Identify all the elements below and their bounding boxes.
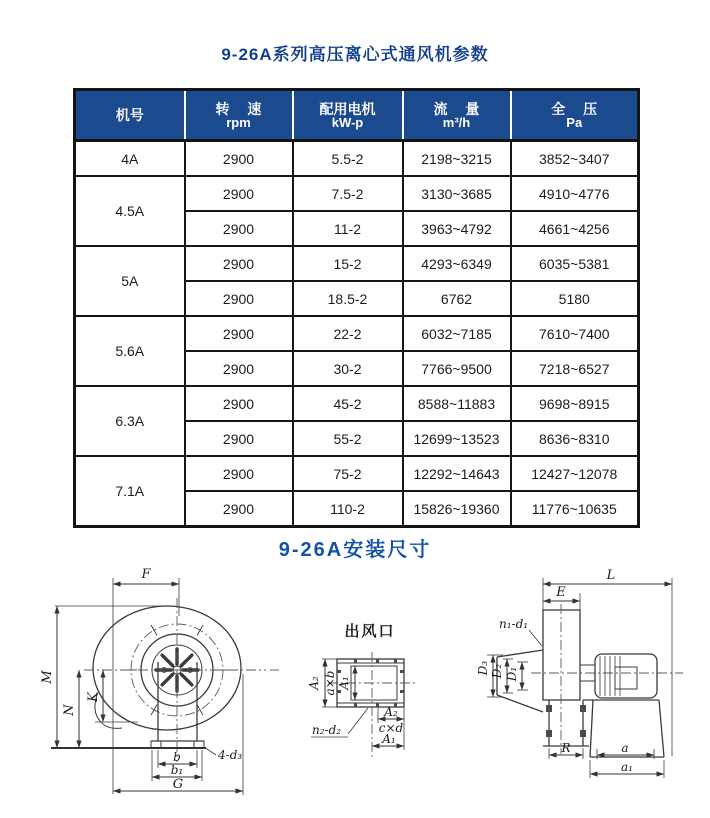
speed-cell: 2900 <box>185 491 293 527</box>
motor-cell: 22-2 <box>293 316 403 351</box>
pressure-cell: 5180 <box>511 281 639 316</box>
motor-cell: 45-2 <box>293 386 403 421</box>
speed-cell: 2900 <box>185 421 293 456</box>
motor-cell: 75-2 <box>293 456 403 491</box>
motor-cell: 55-2 <box>293 421 403 456</box>
speed-cell: 2900 <box>185 386 293 421</box>
flow-cell: 6032~7185 <box>403 316 511 351</box>
flow-cell: 4293~6349 <box>403 246 511 281</box>
dim-label-n: N <box>62 704 77 716</box>
motor-cell: 11-2 <box>293 211 403 246</box>
flow-cell: 12699~13523 <box>403 421 511 456</box>
dim-label-a1-bottom: A₁ <box>382 732 396 746</box>
motor-cell: 30-2 <box>293 351 403 386</box>
outlet-flange-drawing <box>306 610 446 770</box>
pressure-cell: 4910~4776 <box>511 176 639 211</box>
speed-cell: 2900 <box>185 246 293 281</box>
dim-label-b1: b₁ <box>170 763 184 777</box>
flow-cell: 7766~9500 <box>403 351 511 386</box>
pressure-cell: 6035~5381 <box>511 246 639 281</box>
motor-cell: 18.5-2 <box>293 281 403 316</box>
flow-cell: 3130~3685 <box>403 176 511 211</box>
dim-label-f: F <box>141 567 151 582</box>
flow-cell: 6762 <box>403 281 511 316</box>
speed-cell: 2900 <box>185 351 293 386</box>
dim-label-a2-bottom: A₂ <box>384 705 398 719</box>
col-header-model: 机号 <box>75 90 185 141</box>
speed-cell: 2900 <box>185 211 293 246</box>
flow-cell: 15826~19360 <box>403 491 511 527</box>
model-cell: 4.5A <box>75 176 185 246</box>
model-cell: 5A <box>75 246 185 316</box>
model-cell: 6.3A <box>75 386 185 456</box>
installation-dimensions-title: 9-26A安装尺寸 <box>278 539 432 561</box>
pressure-cell: 8636~8310 <box>511 421 639 456</box>
dim-label-k: K <box>86 692 101 702</box>
model-cell: 7.1A <box>75 456 185 527</box>
opening-size-label: a×b <box>323 670 337 696</box>
col-header-speed: 转 速 rpm <box>185 90 293 141</box>
model-cell: 4A <box>75 141 185 177</box>
dim-label-d3: D₃ <box>476 660 490 676</box>
col-header-pressure: 全 压 Pa <box>511 90 639 141</box>
speed-cell: 2900 <box>185 456 293 491</box>
flow-cell: 8588~11883 <box>403 386 511 421</box>
speed-cell: 2900 <box>185 316 293 351</box>
dim-label-d1: D₁ <box>505 666 519 682</box>
speed-cell: 2900 <box>185 176 293 211</box>
speed-cell: 2900 <box>185 281 293 316</box>
flow-cell: 2198~3215 <box>403 141 511 177</box>
col-header-flow: 流 量 m³/h <box>403 90 511 141</box>
dim-label-a: a <box>621 741 629 755</box>
flow-cell: 3963~4792 <box>403 211 511 246</box>
motor-cell: 110-2 <box>293 491 403 527</box>
dim-label-b: b <box>173 750 181 764</box>
dim-label-m: M <box>40 670 55 684</box>
bolt-holes-label: 4-d₃ <box>218 748 243 762</box>
pressure-cell: 11776~10635 <box>511 491 639 527</box>
model-cell: 5.6A <box>75 316 185 386</box>
dim-label-d2: D₂ <box>490 663 504 679</box>
motor-cell: 7.5-2 <box>293 176 403 211</box>
dim-label-a2-side: A₂ <box>307 676 321 690</box>
fan-front-view-drawing <box>26 564 318 814</box>
pressure-cell: 7218~6527 <box>511 351 639 386</box>
outlet-title: 出风口 <box>344 622 396 640</box>
bolt-size-label: c×d <box>378 721 404 735</box>
col-header-motor: 配用电机 kW-p <box>293 90 403 141</box>
dim-label-a1: a₁ <box>621 760 633 774</box>
pressure-cell: 9698~8915 <box>511 386 639 421</box>
dim-label-l: L <box>606 568 616 583</box>
pressure-cell: 3852~3407 <box>511 141 639 177</box>
inlet-bolt-label: n₁-d₁ <box>499 617 529 631</box>
dim-label-g: G <box>172 777 184 792</box>
speed-cell: 2900 <box>185 141 293 177</box>
pressure-cell: 12427~12078 <box>511 456 639 491</box>
motor-cell: 15-2 <box>293 246 403 281</box>
page-title: 9-26A系列高压离心式通风机参数 <box>221 45 489 64</box>
dim-label-a1-side: A₁ <box>337 676 351 690</box>
pressure-cell: 7610~7400 <box>511 316 639 351</box>
dim-label-e: E <box>556 585 566 600</box>
pressure-cell: 4661~4256 <box>511 211 639 246</box>
flow-cell: 12292~14643 <box>403 456 511 491</box>
motor-cell: 5.5-2 <box>293 141 403 177</box>
outlet-bolt-label: n₂-d₂ <box>312 723 342 737</box>
fan-side-view-drawing <box>443 564 698 814</box>
dim-label-r: R <box>561 741 571 755</box>
